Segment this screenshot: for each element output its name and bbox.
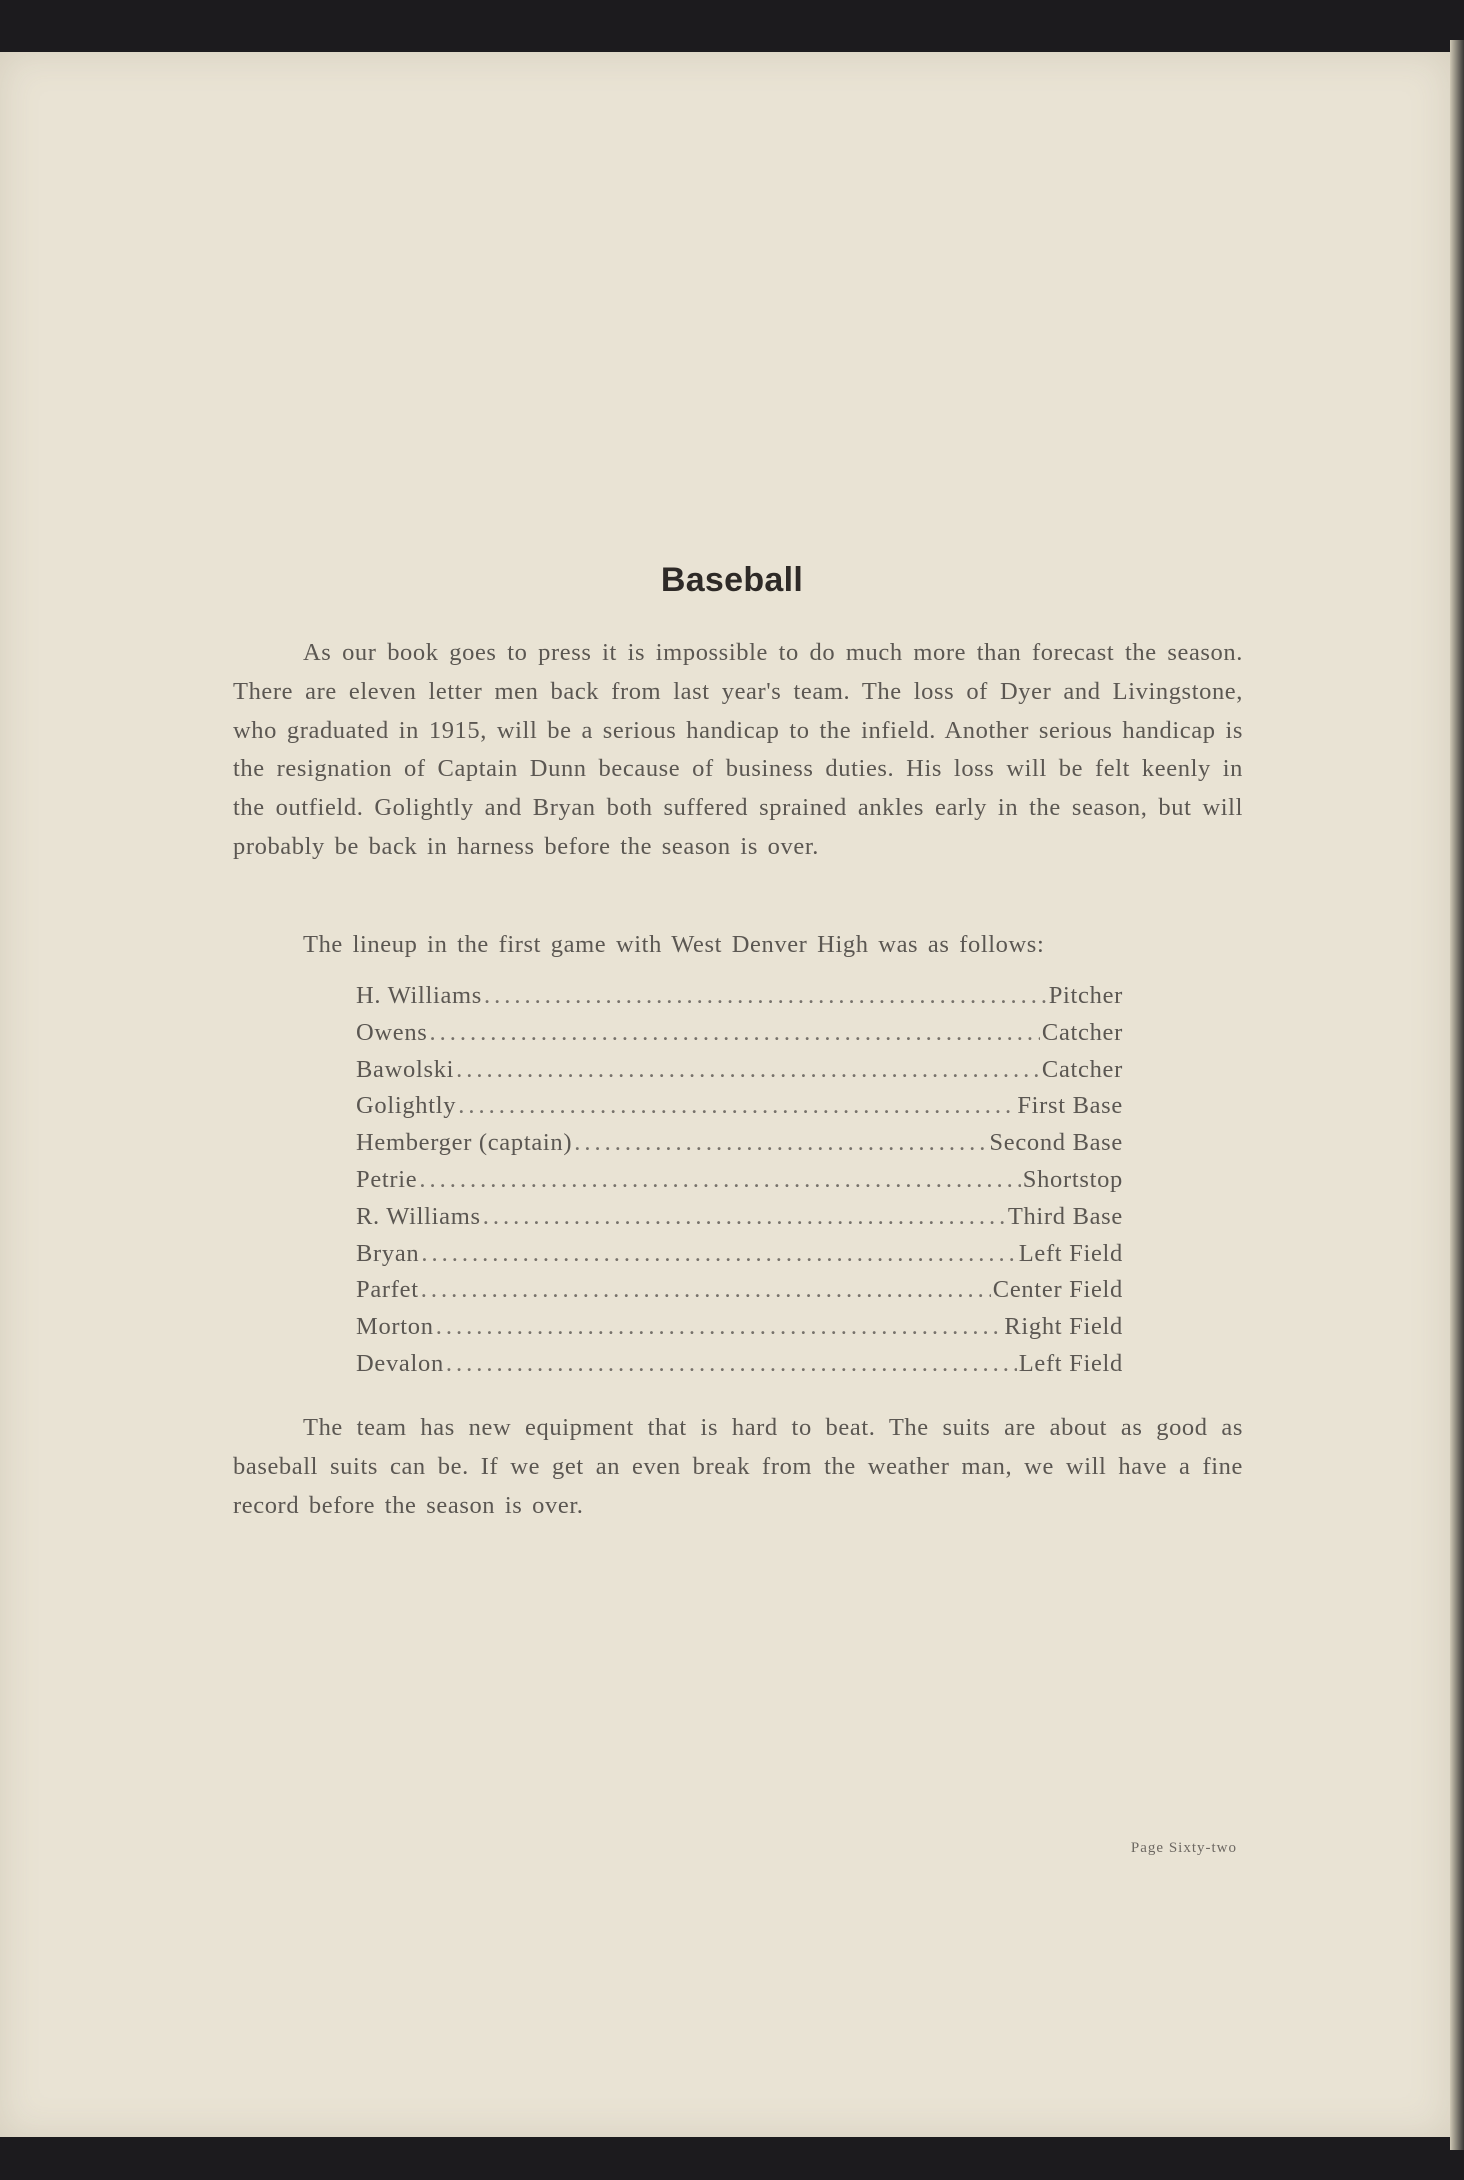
lineup-row (356, 1056, 1123, 1093)
player-position: Center Field (992, 1276, 1123, 1304)
lineup-row (356, 1240, 1123, 1277)
page-number: Page Sixty-two (1130, 1840, 1237, 1856)
player-name: R. Williams (356, 1202, 481, 1230)
page-edge (1450, 40, 1464, 2150)
player-name: Bawolski (356, 1055, 455, 1083)
player-position: Pitcher (1048, 982, 1123, 1009)
player-name: H. Williams (356, 982, 483, 1009)
dot-leader (458, 1092, 1015, 1120)
lineup-row (356, 1350, 1123, 1387)
dot-leader (484, 982, 1047, 1010)
player-position: Right Field (1004, 1313, 1123, 1341)
player-position: Catcher (1041, 1018, 1123, 1046)
player-name: Morton (356, 1313, 434, 1341)
player-position: First Base (1017, 1092, 1123, 1120)
page-title: Baseball (660, 561, 804, 599)
dot-leader (483, 1203, 1006, 1231)
dot-leader (446, 1350, 1017, 1378)
player-position: Second Base (989, 1129, 1123, 1157)
lineup-row (356, 1276, 1123, 1313)
dot-leader (430, 1019, 1040, 1047)
dot-leader (456, 1056, 1040, 1084)
player-name: Hemberger (captain) (356, 1129, 573, 1157)
player-position: Shortstop (1022, 1165, 1123, 1193)
dot-leader (421, 1276, 991, 1304)
dot-leader (419, 1166, 1020, 1194)
dot-leader (421, 1240, 1016, 1268)
player-position: Catcher (1041, 1055, 1123, 1083)
player-name: Devalon (356, 1349, 444, 1377)
player-position: Left Field (1018, 1239, 1123, 1267)
lineup-row (356, 1203, 1123, 1240)
lineup-row (356, 1166, 1123, 1203)
player-name: Parfet (356, 1276, 419, 1304)
closing-paragraph: The team has new equipment that is hard to beat. The suits are about as good as baseball suits can be. If we get an even break from the weather man, we will have a fine record before the season is over. (233, 1414, 1243, 1519)
player-name: Golightly (356, 1092, 457, 1120)
lineup-row (356, 1019, 1123, 1056)
lineup-list (356, 982, 1123, 1387)
lineup-row (356, 982, 1123, 1019)
lineup-intro-paragraph: The lineup in the first game with West Denver High was as follows: (303, 931, 1045, 958)
dot-leader (574, 1129, 987, 1157)
player-position: Third Base (1007, 1202, 1123, 1230)
player-name: Petrie (356, 1165, 418, 1193)
dot-leader (436, 1313, 1003, 1341)
lineup-row (356, 1092, 1123, 1129)
lineup-row (356, 1313, 1123, 1350)
player-name: Bryan (356, 1239, 420, 1267)
intro-paragraph: As our book goes to press it is impossible to do much more than forecast the season. There are eleven letter men back from last year's team. The loss of Dyer and Livingstone, who graduated in 1915, will be a serious handicap to the infield. Another serious handicap is the resignation of Captain Dunn because of business duties. His loss will be felt keenly in the outfield. Golightly and Bryan both suffered sprained ankles early in the season, but will probably be back in harness before the season is over. (233, 639, 1243, 860)
player-name: Owens (356, 1018, 428, 1046)
lineup-row (356, 1129, 1123, 1166)
player-position: Left Field (1018, 1349, 1123, 1377)
